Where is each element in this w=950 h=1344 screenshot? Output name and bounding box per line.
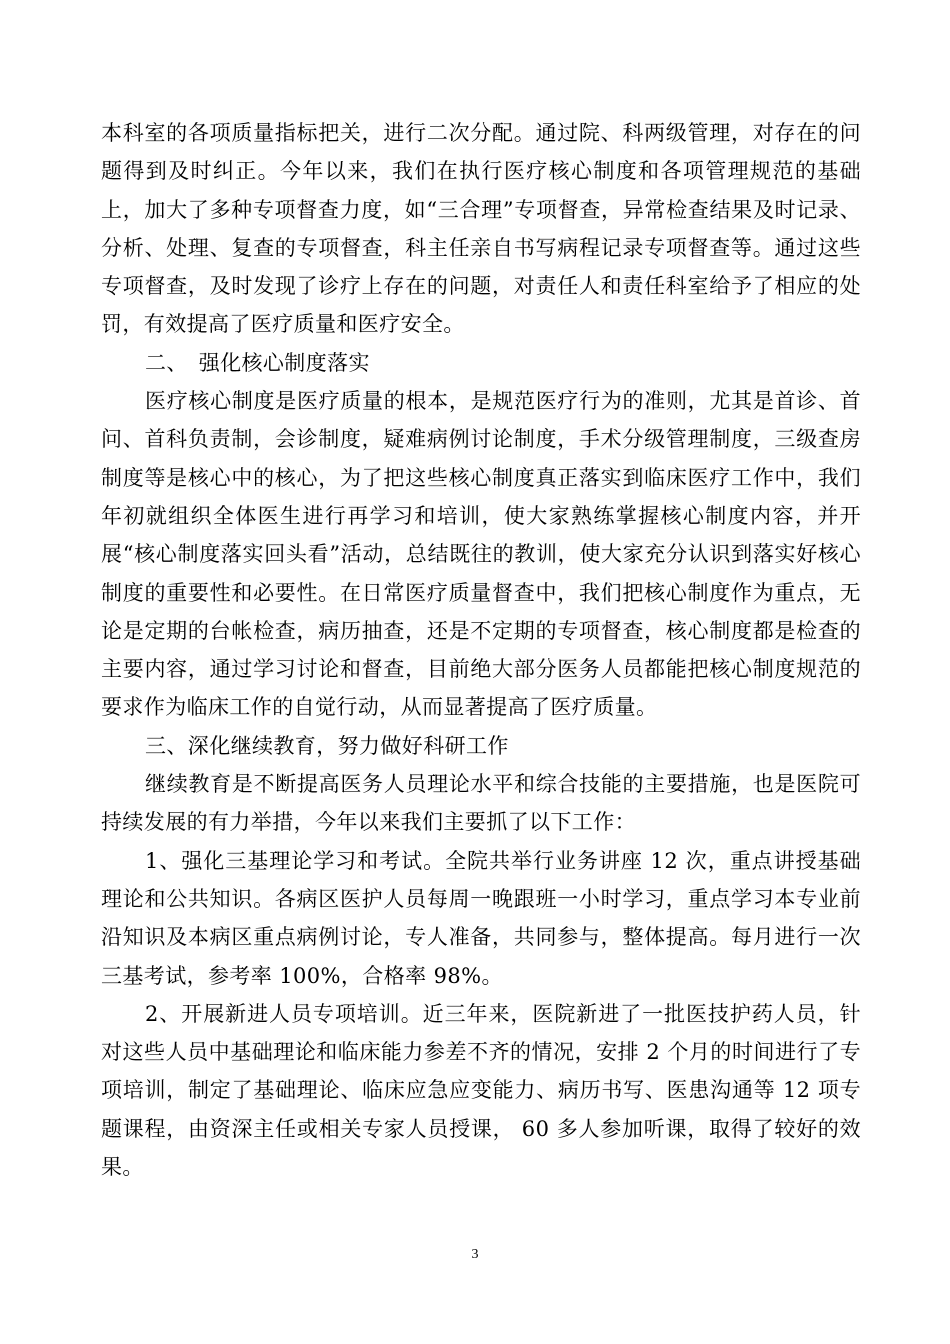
section-heading-2: 二、 强化核心制度落实 — [145, 350, 370, 375]
document-body — [101, 114, 861, 1186]
paragraph-continuation: 本科室的各项质量指标把关，进行二次分配。通过院、科两级管理，对存在的问题得到及时纠正。今年以来，我们在执行医疗核心制度和各项管理规范的基础上，加大了多种专项督查力度，如“三合理”专项督查，异常检查结果及时记录、分析、处理、复查的专项督查，科主任亲自书写病程记录专项督查等。通过这些专项督查，及时发现了诊疗上存在的问题，对责任人和责任科室给予了相应的处罚，有效提高了医疗质量和医疗安全。 — [101, 121, 861, 337]
section-heading-3: 三、深化继续教育，努力做好科研工作 — [145, 733, 509, 758]
paragraph-continuing-education: 继续教育是不断提高医务人员理论水平和综合技能的主要措施，也是医院可持续发展的有力举措，今年以来我们主要抓了以下工作： — [101, 772, 861, 835]
paragraph-item-1: 1、强化三基理论学习和考试。全院共举行业务讲座 12 次，重点讲授基础理论和公共知识。各病区医护人员每周一晚跟班一小时学习，重点学习本专业前沿知识及本病区重点病例讨论，专人准备，共同参与，整体提高。每月进行一次三基考试，参考率 100%，合格率 98%。 — [101, 848, 861, 988]
paragraph-core-system: 医疗核心制度是医疗质量的根本，是规范医疗行为的准则，尤其是首诊、首问、首科负责制，会诊制度，疑难病例讨论制度，手术分级管理制度，三级查房制度等是核心中的核心，为了把这些核心制度真正落实到临床医疗工作中，我们年初就组织全体医生进行再学习和培训，使大家熟练掌握核心制度内容，并开展“核心制度落实回头看”活动，总结既往的教训，使大家充分认识到落实好核心制度的重要性和必要性。在日常医疗质量督查中，我们把核心制度作为重点，无论是定期的台帐检查，病历抽查，还是不定期的专项督查，核心制度都是检查的主要内容，通过学习讨论和督查，目前绝大部分医务人员都能把核心制度规范的要求作为临床工作的自觉行动，从而显著提高了医疗质量。 — [101, 389, 861, 720]
page-number: 3 — [471, 1247, 479, 1262]
paragraph-item-2: 2、开展新进人员专项培训。近三年来，医院新进了一批医技护药人员，针对这些人员中基础理论和临床能力参差不齐的情况，安排 2 个月的时间进行了专项培训，制定了基础理论、临床应急应变能力、病历书写、医患沟通等 12 项专题课程，由资深主任或相关专家人员授课， 60 多人参加听课，取得了较好的效果。 — [101, 1001, 861, 1180]
